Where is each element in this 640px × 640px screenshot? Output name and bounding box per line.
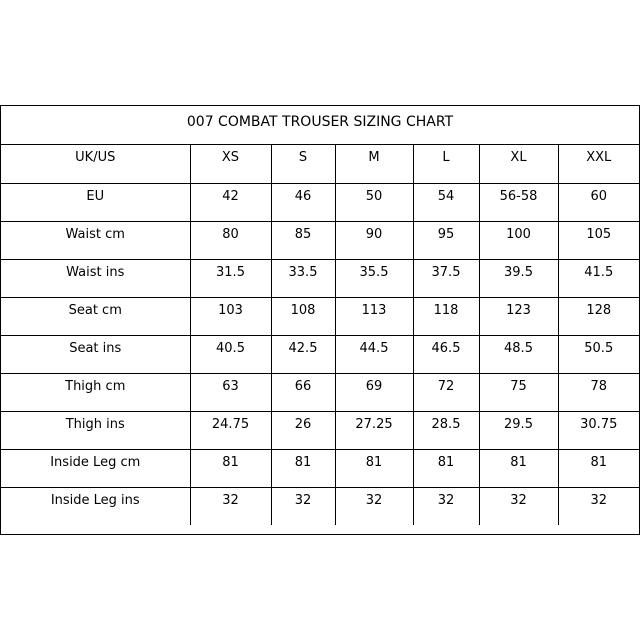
table-row [1,373,639,411]
row-label: Thigh ins [1,411,190,449]
table-cell: 33.5 [271,259,335,297]
table-cell: 24.75 [190,411,271,449]
row-label: Waist ins [1,259,190,297]
table-cell: 69 [335,373,413,411]
table-cell: 32 [479,487,558,525]
table-cell: 81 [558,449,639,487]
table-cell: 54 [413,183,479,221]
table-cell: 50 [335,183,413,221]
table-cell: 32 [335,487,413,525]
table-row [1,411,639,449]
table-body [1,145,639,525]
table-cell: 50.5 [558,335,639,373]
table-cell: 75 [479,373,558,411]
table-row [1,487,639,525]
table-cell: 37.5 [413,259,479,297]
table-row [1,335,639,373]
column-header: L [413,145,479,183]
row-label: Seat cm [1,297,190,335]
table-cell: 81 [190,449,271,487]
table-cell: 90 [335,221,413,259]
table-cell: 78 [558,373,639,411]
table-header-row [1,145,639,183]
table-cell: 32 [413,487,479,525]
row-label: Thigh cm [1,373,190,411]
table-cell: 27.25 [335,411,413,449]
table-cell: 128 [558,297,639,335]
table-cell: 28.5 [413,411,479,449]
table-cell: 81 [271,449,335,487]
table-cell: 56-58 [479,183,558,221]
table-cell: 113 [335,297,413,335]
table-cell: 29.5 [479,411,558,449]
column-header: XS [190,145,271,183]
row-label: EU [1,183,190,221]
sizing-chart [0,105,640,535]
table-cell: 32 [271,487,335,525]
table-cell: 44.5 [335,335,413,373]
table-cell: 63 [190,373,271,411]
row-label: Inside Leg cm [1,449,190,487]
table-row [1,449,639,487]
table-cell: 118 [413,297,479,335]
row-label: Seat ins [1,335,190,373]
table-cell: 80 [190,221,271,259]
table-cell: 81 [413,449,479,487]
table-cell: 66 [271,373,335,411]
table-cell: 30.75 [558,411,639,449]
table-row [1,183,639,221]
table-cell: 32 [190,487,271,525]
table-row [1,297,639,335]
row-label: Waist cm [1,221,190,259]
table-cell: 31.5 [190,259,271,297]
table-cell: 35.5 [335,259,413,297]
table-cell: 41.5 [558,259,639,297]
column-header: XL [479,145,558,183]
sizing-table [1,145,639,525]
table-cell: 46.5 [413,335,479,373]
table-cell: 48.5 [479,335,558,373]
column-header: M [335,145,413,183]
table-cell: 42 [190,183,271,221]
column-header: UK/US [1,145,190,183]
table-cell: 26 [271,411,335,449]
table-cell: 39.5 [479,259,558,297]
chart-title-text: 007 COMBAT TROUSER SIZING CHART [186,114,454,130]
table-cell: 32 [558,487,639,525]
table-cell: 108 [271,297,335,335]
chart-title [1,106,639,145]
table-cell: 123 [479,297,558,335]
table-cell: 85 [271,221,335,259]
table-cell: 46 [271,183,335,221]
row-label: Inside Leg ins [1,487,190,525]
table-cell: 40.5 [190,335,271,373]
column-header: S [271,145,335,183]
table-cell: 72 [413,373,479,411]
table-cell: 81 [479,449,558,487]
table-cell: 42.5 [271,335,335,373]
table-row [1,259,639,297]
table-cell: 95 [413,221,479,259]
table-cell: 103 [190,297,271,335]
table-cell: 105 [558,221,639,259]
column-header: XXL [558,145,639,183]
table-cell: 60 [558,183,639,221]
table-cell: 81 [335,449,413,487]
table-cell: 100 [479,221,558,259]
table-row [1,221,639,259]
